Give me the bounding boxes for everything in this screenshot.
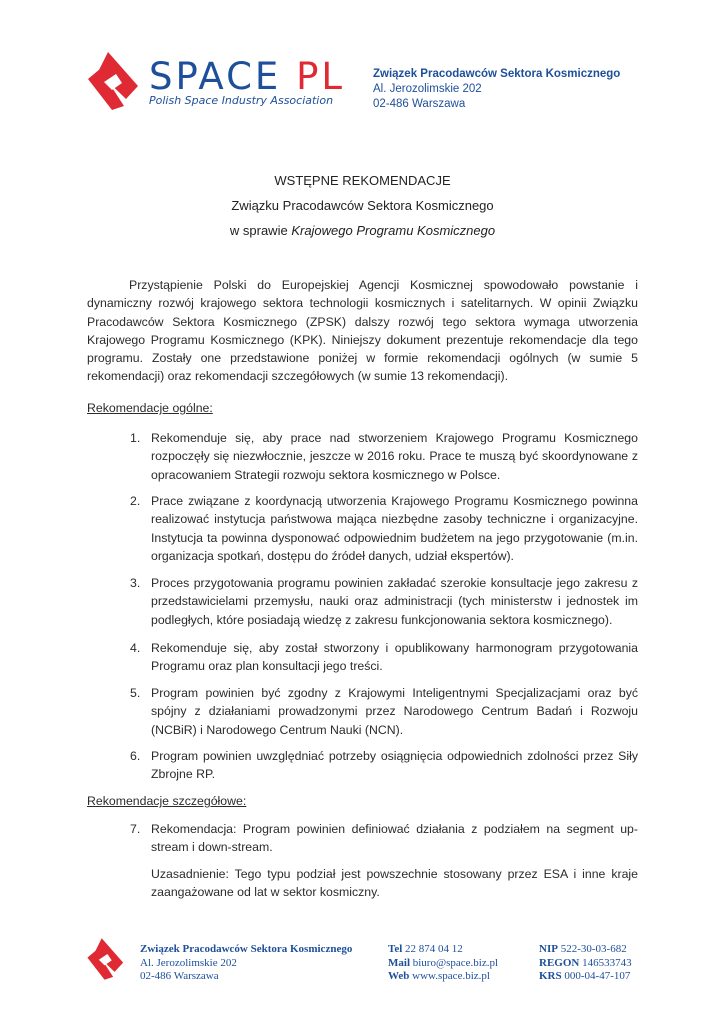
footer-web-link[interactable]: www.space.biz.pl	[412, 970, 490, 982]
space-pl-logo-icon	[86, 50, 142, 112]
list-item: 6. Program powinien uwzględniać potrzeby osiągnięcia odpowiednich zdolności przez Siły Zbrojne RP.	[130, 749, 638, 782]
header-org-name: Związek Pracodawców Sektora Kosmicznego	[373, 68, 621, 80]
title-line-2: Związku Pracodawców Sektora Kosmicznego	[231, 198, 494, 213]
general-recommendations-heading: Rekomendacje ogólne:	[87, 401, 213, 415]
header-address	[373, 67, 620, 112]
logo-main-text: SPACE PL	[149, 55, 346, 98]
footer-address	[140, 943, 352, 984]
footer-street: Al. Jerozolimskie 202	[140, 956, 237, 969]
header-street: Al. Jerozolimskie 202	[373, 83, 482, 95]
footer-email-link[interactable]: biuro@space.biz.pl	[412, 956, 499, 969]
list-item: 4. Rekomenduje się, aby został stworzony i opublikowany harmonogram przygotowania Programu oraz plan konsultacji jego treści.	[130, 641, 638, 674]
title-line-1: WSTĘPNE REKOMENDACJE	[274, 173, 451, 188]
footer-city: 02-486 Warszawa	[140, 970, 219, 982]
logo-tagline: Polish Space Industry Association	[149, 94, 334, 107]
document-title-block	[0, 173, 725, 248]
recommendation-justification: Uzasadnienie: Tego typu podział jest powszechnie stosowany przez ESA i inne kraje zaangażowane od lat w sektor kosmiczny.	[151, 867, 638, 900]
footer-contact: Tel 22 874 04 12 Mail biuro@space.biz.pl Web www.space.biz.pl	[388, 943, 499, 982]
intro-paragraph: Przystąpienie Polski do Europejskiej Agencji Kosmicznej spowodowało powstanie i dynamiczny rozwój krajowego sektora technologii kosmicznych i satelitarnych. W opinii Związku Pracodawców Sektora Kosmicznego (ZPSK) dalszy rozwój tego sektora wymaga utworzenia Krajowego Programu Kosmicznego (KPK). Niniejszy dokument prezentuje rekomendacje dla tego programu. Zostały one przedstawione poniżej w formie rekomendacji ogólnych (w sumie 5 rekomendacji) oraz rekomendacji szczegółowych (w sumie 13 rekomendacji).	[87, 278, 638, 384]
footer-krs: 000-04-47-107	[564, 970, 631, 982]
footer-logo-icon	[86, 936, 126, 982]
footer-phone: 22 874 04 12	[405, 943, 463, 955]
program-name: Krajowego Programu Kosmicznego	[291, 223, 496, 238]
list-item: 7. Rekomendacja: Program powinien definiować działania z podziałem na segment up-stream i down-stream.	[130, 822, 638, 855]
detailed-recommendations-heading: Rekomendacje szczegółowe:	[87, 794, 247, 808]
footer-regon: 146533743	[582, 956, 632, 969]
footer-org-name: Związek Pracodawców Sektora Kosmicznego	[140, 943, 353, 955]
list-item: 1. Rekomenduje się, aby prace nad stworzeniem Krajowego Programu Kosmicznego rozpoczęły się niezwłocznie, jeszcze w 2016 roku. Prace te muszą być skoordynowane z opracowaniem Strategii rozwoju sektora kosmicznego w Polsce.	[130, 431, 638, 482]
list-item: 2. Prace związane z koordynacją utworzenia Krajowego Programu Kosmicznego powinna realizować instytucja państwowa mająca niezbędne zasoby techniczne i organizacyjne. Instytucja ta powinna dysponować odpowiednim budżetem na jego przygotowanie (m.in. organizacja spotkań, dostępu do źródeł danych, udział ekspertów).	[130, 494, 638, 563]
title-line-3: w sprawie Krajowego Programu Kosmicznego	[229, 223, 496, 238]
footer-registry: NIP 522-30-03-682 REGON 146533743 KRS 000-04-47-107	[539, 943, 632, 982]
logo-wordmark	[149, 55, 346, 107]
footer-nip: 522-30-03-682	[560, 943, 627, 955]
header-city: 02-486 Warszawa	[373, 98, 466, 110]
list-item: 5. Program powinien być zgodny z Krajowymi Inteligentnymi Specjalizacjami oraz być spójny z działaniami prowadzonymi przez Narodowego Centrum Badań i Rozwoju (NCBiR) i Narodowego Centrum Nauki (NCN).	[130, 686, 638, 737]
list-item: 3. Proces przygotowania programu powinien zakładać szerokie konsultacje jego zakresu z przedstawicielami przemysłu, nauki oraz administracji (tych ministerstw i jednostek im podległych, które posiadają wiedzę z zakresu funkcjonowania sektora kosmicznego).	[130, 576, 638, 627]
